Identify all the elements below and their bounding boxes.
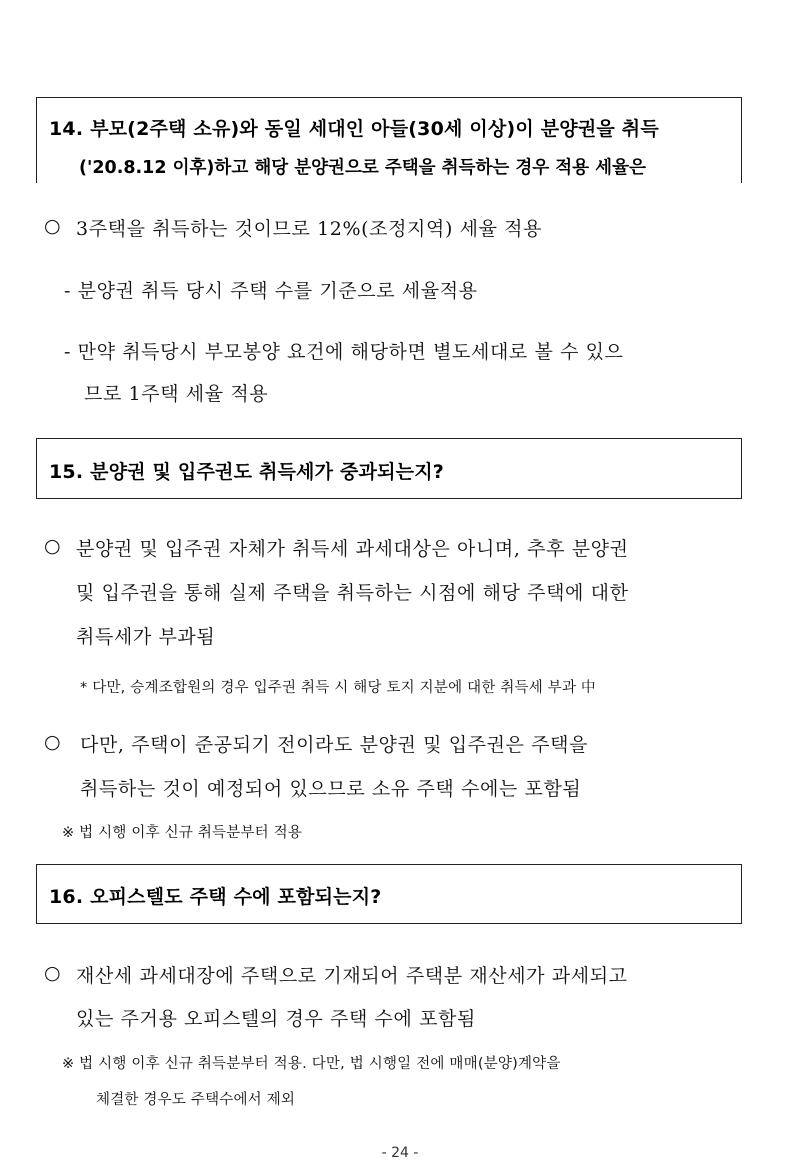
question-14-line2: ('20.8.12 이후)하고 해당 분양권으로 주택을 취득하는 경우 적용 세율은 xyxy=(79,158,646,178)
answer-15-note2: ※ 법 시행 이후 신규 취득분부터 적용 xyxy=(62,825,303,841)
question-16-title: 16. 오피스텔도 주택 수에 포함되는지? xyxy=(49,886,382,908)
answer-16-line1: 재산세 과세대장에 주택으로 기재되어 주택분 재산세가 과세되고 xyxy=(76,965,628,987)
page-number: - 24 - xyxy=(381,1145,419,1161)
answer-15-note1: * 다만, 승계조합원의 경우 입주권 취득 시 해당 토지 지분에 대한 취득세 부과 中 xyxy=(80,680,596,696)
answer-16-note-line2: 체결한 경우도 주택수에서 제외 xyxy=(96,1092,296,1108)
question-15-box xyxy=(36,438,742,499)
answer-14-main: 3주택을 취득하는 것이므로 12%(조정지역) 세율 적용 xyxy=(76,218,543,240)
question-14-box xyxy=(36,97,742,183)
bullet-circle: ○ xyxy=(44,535,61,557)
answer-15-p1-line2: 및 입주권을 통해 실제 주택을 취득하는 시점에 해당 주택에 대한 xyxy=(76,582,629,604)
question-14-line1: 14. 부모(2주택 소유)와 동일 세대인 아들(30세 이상)이 분양권을 취득 xyxy=(49,118,659,140)
bullet-circle: ○ xyxy=(44,962,61,984)
answer-14-dash2-line2: 므로 1주택 세율 적용 xyxy=(84,383,269,405)
answer-15-p1-line3: 취득세가 부과됨 xyxy=(76,626,216,648)
answer-15-p2-line2: 취득하는 것이 예정되어 있으므로 소유 주택 수에는 포함됨 xyxy=(80,778,582,800)
answer-14-dash1: - 분양권 취득 당시 주택 수를 기준으로 세율적용 xyxy=(64,280,478,302)
bullet-circle: ○ xyxy=(44,215,61,237)
question-16-box xyxy=(36,864,742,924)
bullet-circle: ○ xyxy=(44,731,61,753)
question-15-title: 15. 분양권 및 입주권도 취득세가 중과되는지? xyxy=(49,461,444,483)
answer-16-line2: 있는 주거용 오피스텔의 경우 주택 수에 포함됨 xyxy=(76,1008,476,1030)
answer-16-note-line1: ※ 법 시행 이후 신규 취득분부터 적용. 다만, 법 시행일 전에 매매(분양)계약을 xyxy=(62,1056,561,1072)
answer-15-p2-line1: 다만, 주택이 준공되기 전이라도 분양권 및 입주권은 주택을 xyxy=(80,734,589,756)
answer-15-p1-line1: 분양권 및 입주권 자체가 취득세 과세대상은 아니며, 추후 분양권 xyxy=(76,538,629,560)
answer-14-dash2-line1: - 만약 취득당시 부모봉양 요건에 해당하면 별도세대로 볼 수 있으 xyxy=(64,341,624,363)
